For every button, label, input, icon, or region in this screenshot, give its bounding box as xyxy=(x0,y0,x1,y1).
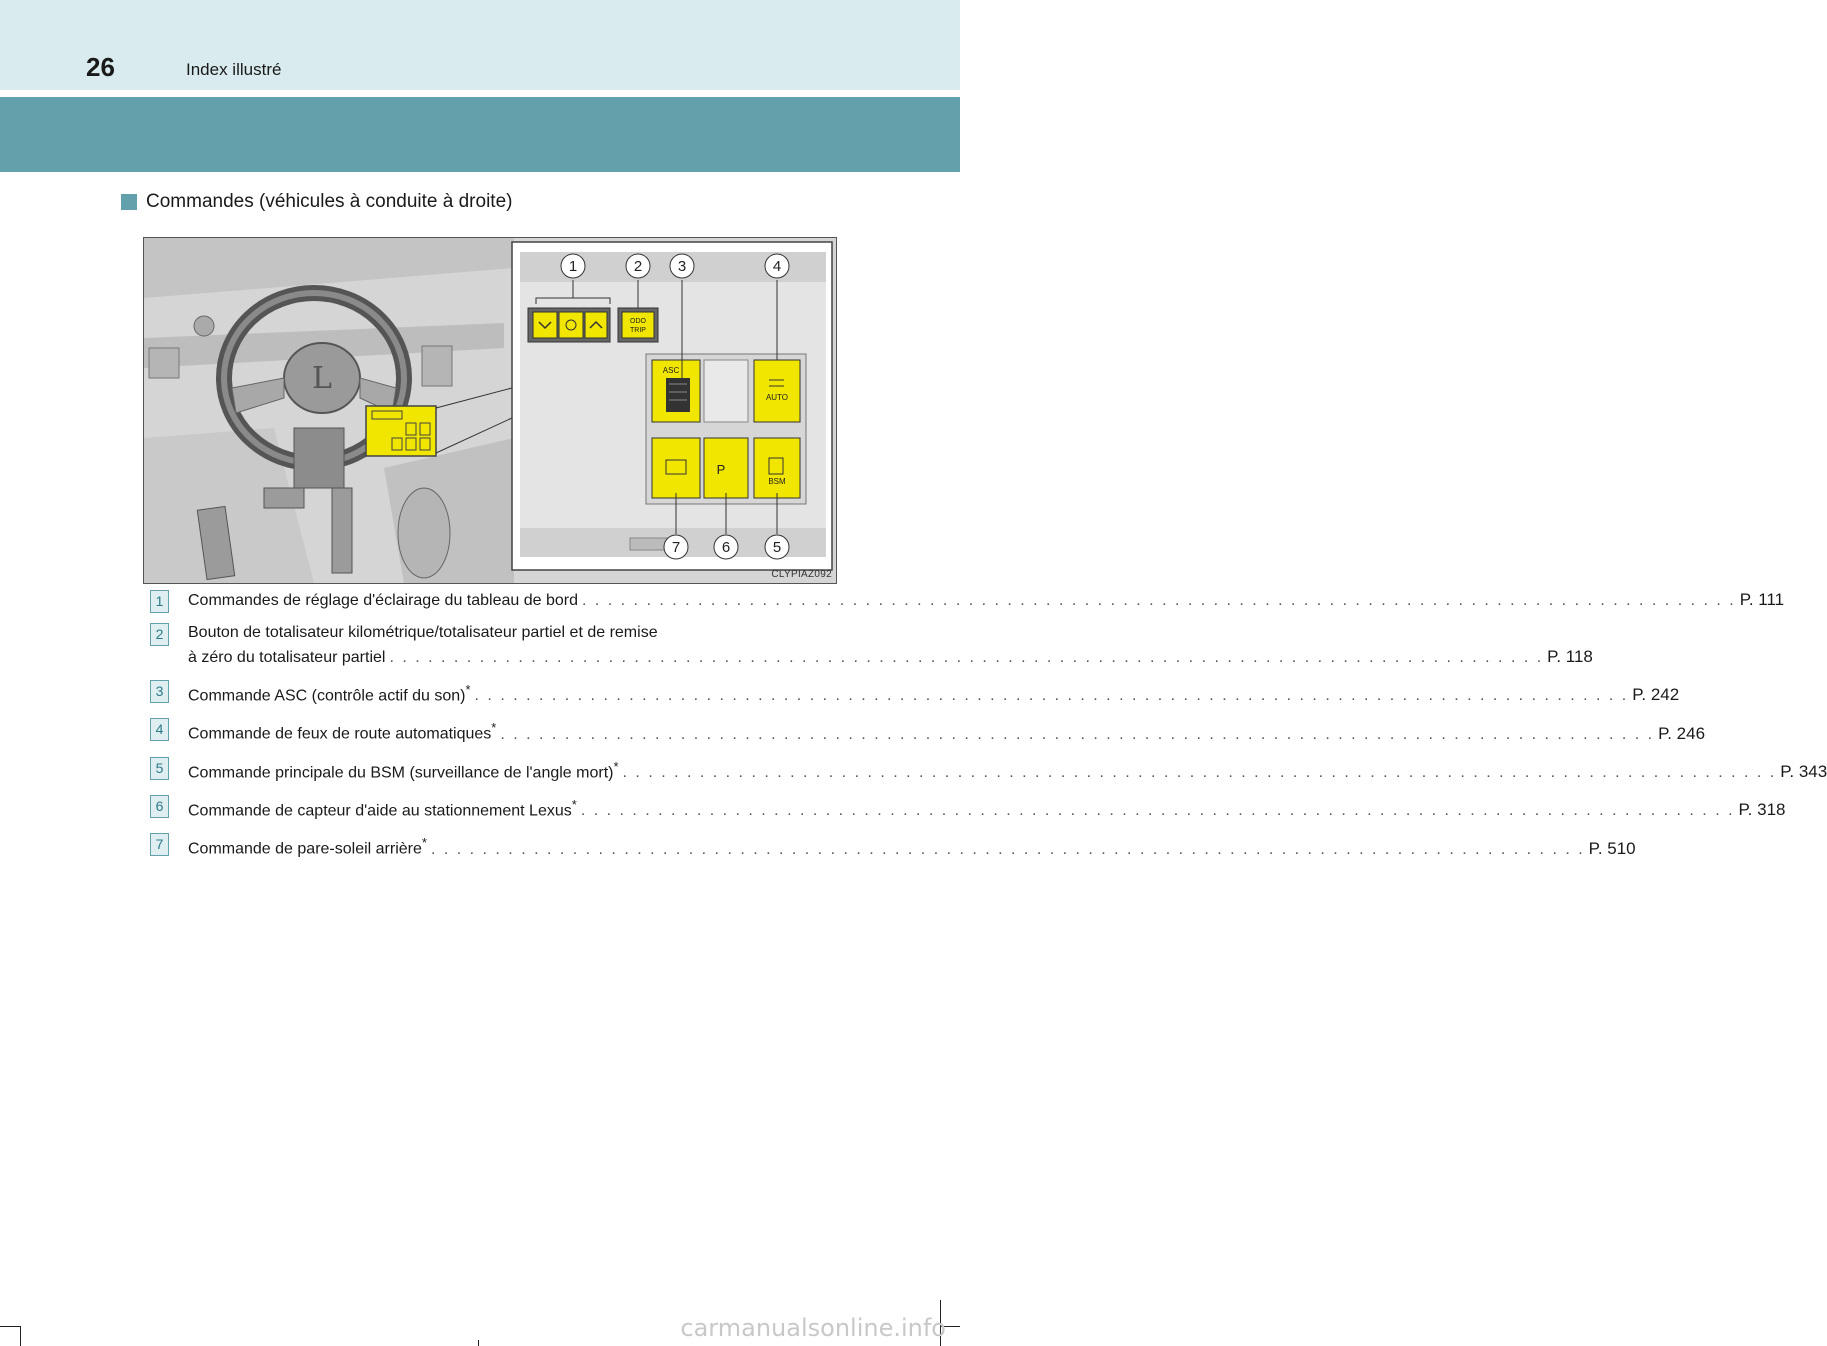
item-number: 3 xyxy=(150,680,169,703)
optional-star: * xyxy=(571,796,577,812)
page-header-bar xyxy=(0,0,960,90)
chapter-band xyxy=(0,97,960,172)
callout-2 xyxy=(626,254,650,278)
leader-dots xyxy=(581,799,1735,823)
svg-text:L: L xyxy=(312,361,332,396)
optional-star: * xyxy=(421,835,427,851)
item-label: Commande ASC (contrôle actif du son) xyxy=(188,687,466,705)
item-number: 1 xyxy=(150,590,169,613)
svg-text:6: 6 xyxy=(721,539,731,556)
item-label-line1: Bouton de totalisateur kilométrique/totalisateur partiel et de remise xyxy=(188,624,658,641)
list-item xyxy=(150,793,1786,823)
crop-mark xyxy=(478,1340,479,1346)
optional-star: * xyxy=(491,720,497,736)
list-item xyxy=(150,716,1706,746)
callout-5 xyxy=(765,535,789,559)
parking-switch-label: P xyxy=(716,462,726,477)
list-item xyxy=(150,588,1785,613)
optional-star: * xyxy=(465,682,471,697)
item-label: Commandes de réglage d'éclairage du tableau de bord xyxy=(188,592,578,609)
section-bullet-icon xyxy=(121,194,137,210)
item-number: 7 xyxy=(150,833,169,856)
item-label: Commande de feux de route automatiques xyxy=(188,725,492,743)
odo-switch-label: ODO xyxy=(630,318,646,325)
item-label: à zéro du totalisateur partiel xyxy=(188,649,386,666)
watermark: carmanualsonline.info xyxy=(680,1314,946,1342)
callout-3 xyxy=(670,254,694,278)
svg-text:7: 7 xyxy=(671,539,681,556)
item-number: 2 xyxy=(150,623,169,646)
page-ref-link[interactable]: P. 510 xyxy=(1588,838,1636,858)
svg-text:3: 3 xyxy=(677,258,687,275)
list-item xyxy=(150,678,1680,708)
list-item xyxy=(150,755,1827,785)
list-item xyxy=(150,831,1636,861)
crop-mark xyxy=(20,1326,21,1346)
leader-dots xyxy=(623,761,1777,785)
callout-1 xyxy=(561,254,585,278)
page-ref-link[interactable]: P. 118 xyxy=(1547,647,1593,666)
running-title: Index illustré xyxy=(186,60,282,79)
figure-code: CLYPIAZ092 xyxy=(771,569,832,580)
leader-dots xyxy=(500,723,1654,747)
callout-4 xyxy=(765,254,789,278)
item-number: 5 xyxy=(150,757,169,780)
item-label: Commande de pare-soleil arrière xyxy=(188,840,422,858)
auto-switch-label: AUTO xyxy=(765,393,789,402)
svg-text:1: 1 xyxy=(568,258,578,275)
leader-dots xyxy=(475,684,1629,708)
asc-switch-label: ASC xyxy=(662,366,680,375)
svg-text:5: 5 xyxy=(772,539,782,556)
list-item xyxy=(150,621,1593,670)
item-label: Commande principale du BSM (surveillance de l'angle mort) xyxy=(188,763,614,781)
page-ref-link[interactable]: P. 111 xyxy=(1739,590,1785,609)
item-label: Commande de capteur d'aide au stationnement Lexus xyxy=(188,802,572,820)
legend-list xyxy=(150,588,1827,870)
dashboard-drawing xyxy=(144,238,836,583)
page-ref-link[interactable]: P. 343 xyxy=(1780,761,1827,781)
svg-text:2: 2 xyxy=(633,258,643,275)
leader-dots xyxy=(431,838,1585,862)
callout-6 xyxy=(714,535,738,559)
item-number: 6 xyxy=(150,795,169,818)
section-heading xyxy=(121,191,512,213)
page-number: 26 xyxy=(86,52,115,82)
leader-dots xyxy=(582,589,1736,613)
trip-switch-label: TRIP xyxy=(630,327,646,334)
page-ref-link[interactable]: P. 246 xyxy=(1658,723,1706,743)
item-number: 4 xyxy=(150,718,169,741)
optional-star: * xyxy=(613,758,619,774)
crop-mark xyxy=(0,1326,20,1327)
page-ref-link[interactable]: P. 318 xyxy=(1738,800,1786,820)
callout-7 xyxy=(664,535,688,559)
page-ref-link[interactable]: P. 242 xyxy=(1632,685,1680,705)
leader-dots xyxy=(389,646,1543,670)
bsm-switch-label: BSM xyxy=(768,477,786,486)
svg-text:4: 4 xyxy=(772,258,782,275)
section-title: Commandes (véhicules à conduite à droite) xyxy=(146,191,513,212)
dashboard-illustration xyxy=(143,237,837,584)
